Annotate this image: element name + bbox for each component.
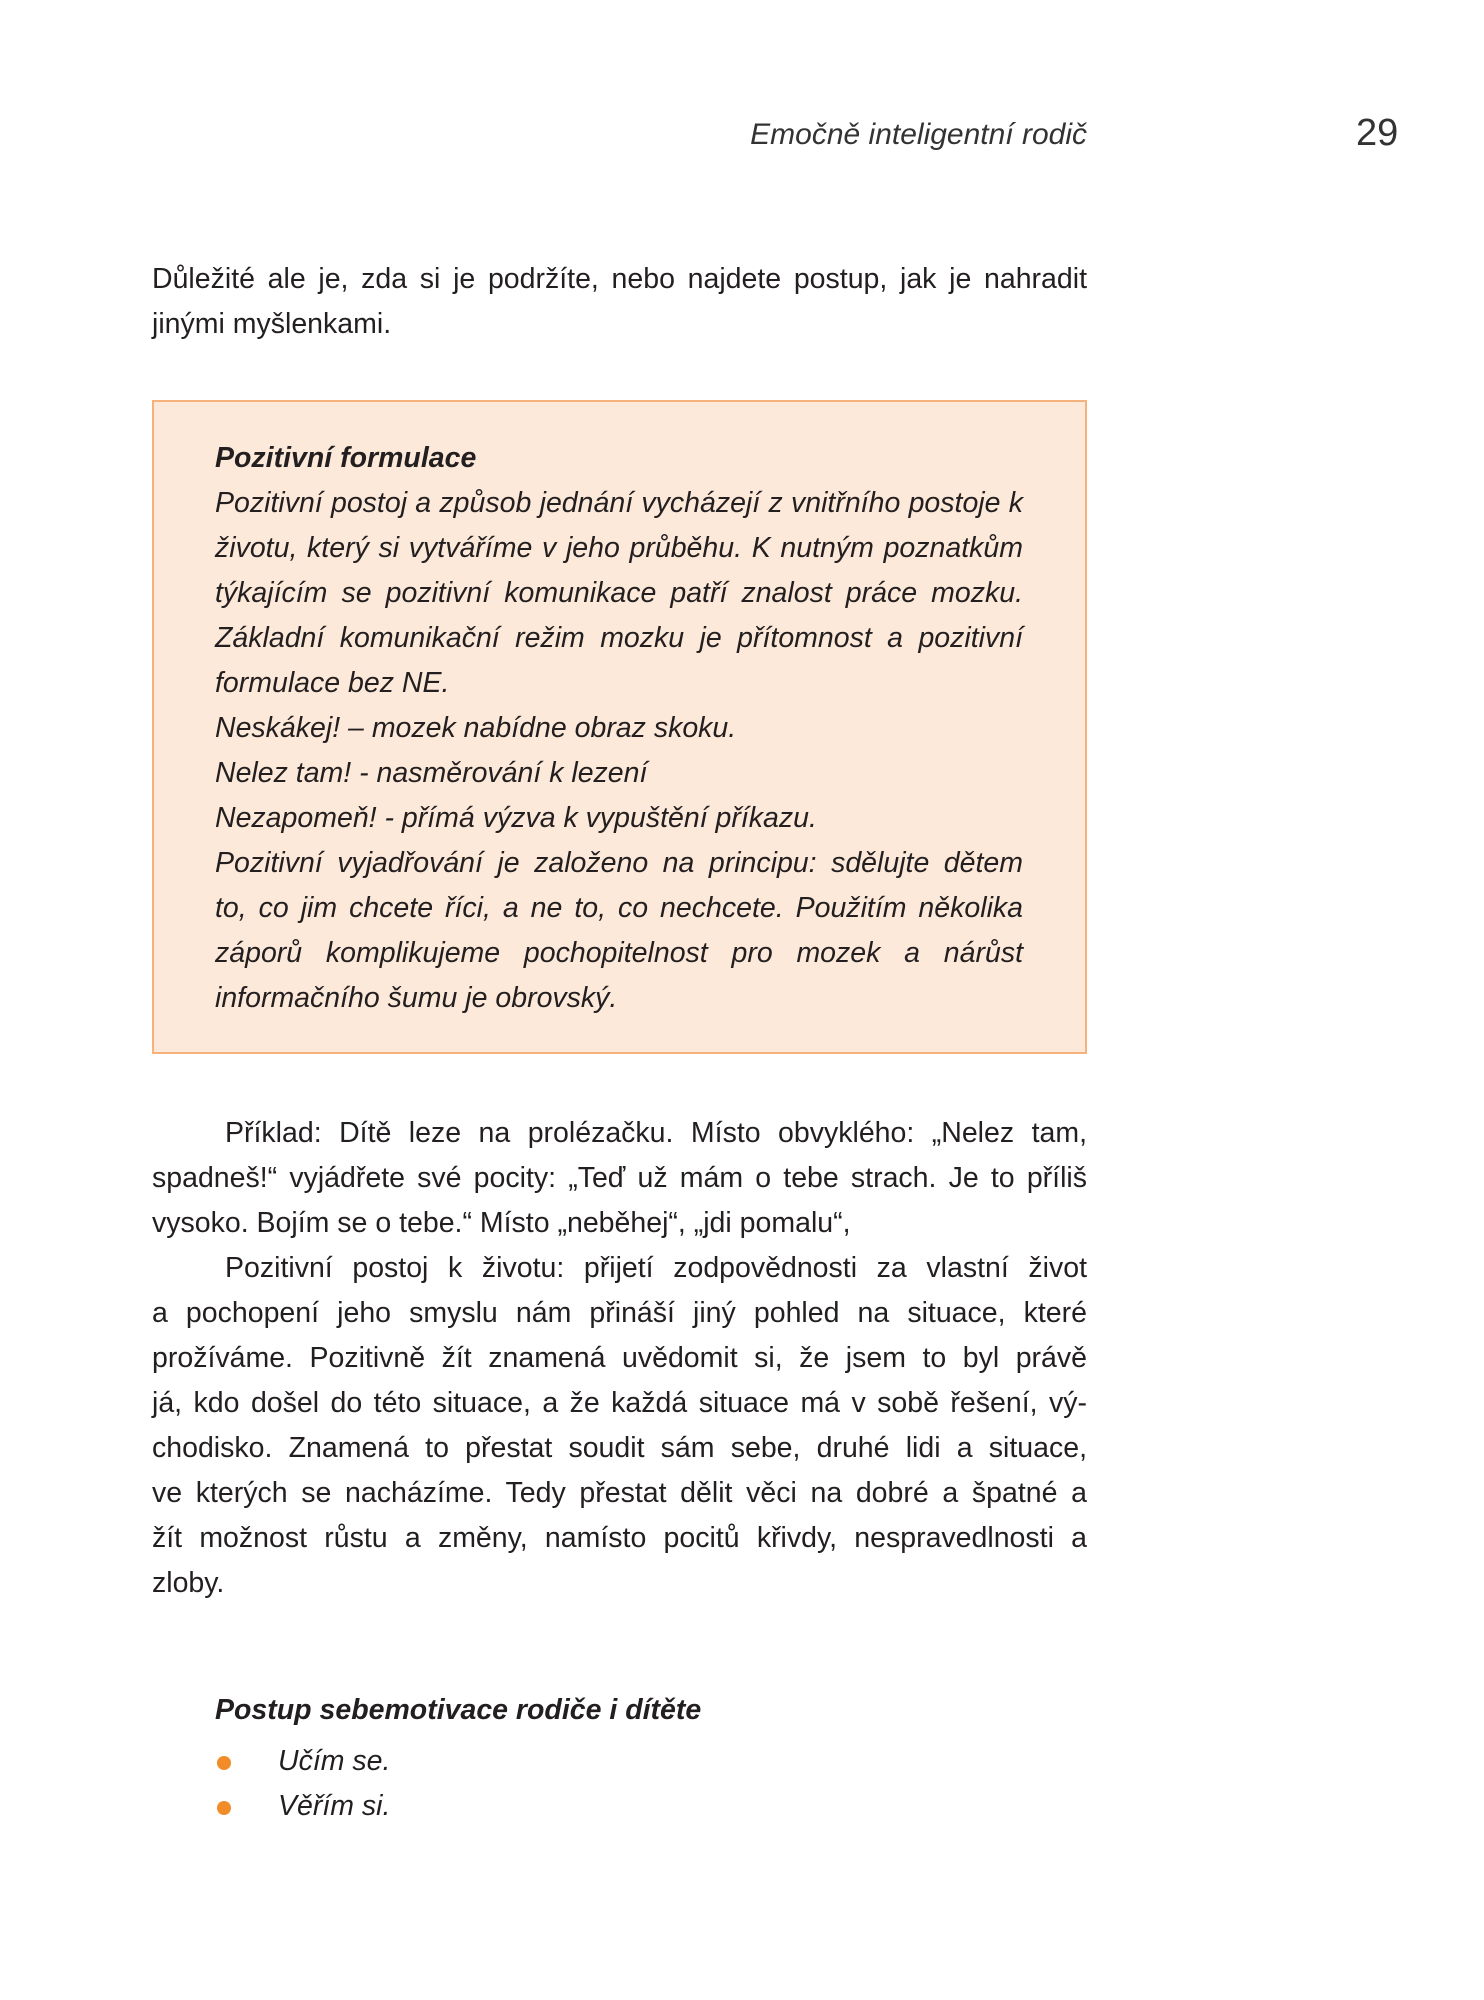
text-line: vysoko. Bojím se o tebe.“ Místo „neběhej“, „jdi pomalu“, xyxy=(152,1207,851,1239)
list-item-text: Učím se. xyxy=(278,1745,391,1777)
callout-content xyxy=(215,436,1023,1021)
text-line: Nelez tam! - nasměrování k lezení xyxy=(215,757,648,789)
text-line: Neskákej! – mozek nabídne obraz skoku. xyxy=(215,712,737,744)
text-line: Pozitivní postoj a způsob jednání vycházejí z vnitřního postoje k xyxy=(215,487,1023,519)
text-line: spadneš!“ vyjádřete své pocity: „Teď už mám o tebe strach. Je to příliš xyxy=(152,1162,1087,1194)
list-heading: Postup sebemotivace rodiče i dítěte xyxy=(215,1694,702,1726)
text-line: týkajícím se pozitivní komunikace patří znalost práce mozku. xyxy=(215,577,1023,609)
intro-paragraph xyxy=(152,257,1087,347)
text-line: Pozitivní vyjadřování je založeno na principu: sdělujte dětem xyxy=(215,847,1023,879)
bullet-icon xyxy=(217,1801,231,1815)
text-line: jinými myšlenkami. xyxy=(152,308,392,340)
text-line: a pochopení jeho smyslu nám přináší jiný pohled na situace, které xyxy=(152,1297,1087,1329)
text-line: já, kdo došel do této situace, a že každá situace má v sobě řešení, vý- xyxy=(152,1387,1087,1419)
text-line: Důležité ale je, zda si je podržíte, nebo najdete postup, jak je nahradit xyxy=(152,263,1087,295)
callout-title: Pozitivní formulace xyxy=(215,442,477,474)
text-line: informačního šumu je obrovský. xyxy=(215,982,618,1014)
text-line: žít možnost růstu a změny, namísto pocitů křivdy, nespravedlnosti a xyxy=(152,1522,1087,1554)
page-number: 29 xyxy=(1356,112,1399,154)
text-line: zloby. xyxy=(152,1567,225,1599)
list-item-text: Věřím si. xyxy=(278,1790,391,1822)
text-line: prožíváme. Pozitivně žít znamená uvědomit si, že jsem to byl právě xyxy=(152,1342,1087,1374)
bullet-icon xyxy=(217,1756,231,1770)
text-line: chodisko. Znamená to přestat soudit sám sebe, druhé lidi a situace, xyxy=(152,1432,1087,1464)
text-line: záporů komplikujeme pochopitelnost pro mozek a nárůst xyxy=(215,937,1023,969)
running-header: Emočně inteligentní rodič xyxy=(750,118,1087,151)
text-line: Příklad: Dítě leze na prolézačku. Místo obvyklého: „Nelez tam, xyxy=(225,1117,1087,1149)
text-line: Nezapomeň! - přímá výzva k vypuštění příkazu. xyxy=(215,802,817,834)
text-line: Základní komunikační režim mozku je přítomnost a pozitivní xyxy=(215,622,1023,654)
body-text xyxy=(152,1111,1087,1606)
text-line: to, co jim chcete říci, a ne to, co nechcete. Použitím několika xyxy=(215,892,1023,924)
text-line: životu, který si vytváříme v jeho průběhu. K nutným poznatkům xyxy=(215,532,1023,564)
text-line: Pozitivní postoj k životu: přijetí zodpovědnosti za vlastní život xyxy=(225,1252,1087,1284)
text-line: ve kterých se nacházíme. Tedy přestat dělit věci na dobré a špatné a xyxy=(152,1477,1087,1509)
text-line: formulace bez NE. xyxy=(215,667,450,699)
